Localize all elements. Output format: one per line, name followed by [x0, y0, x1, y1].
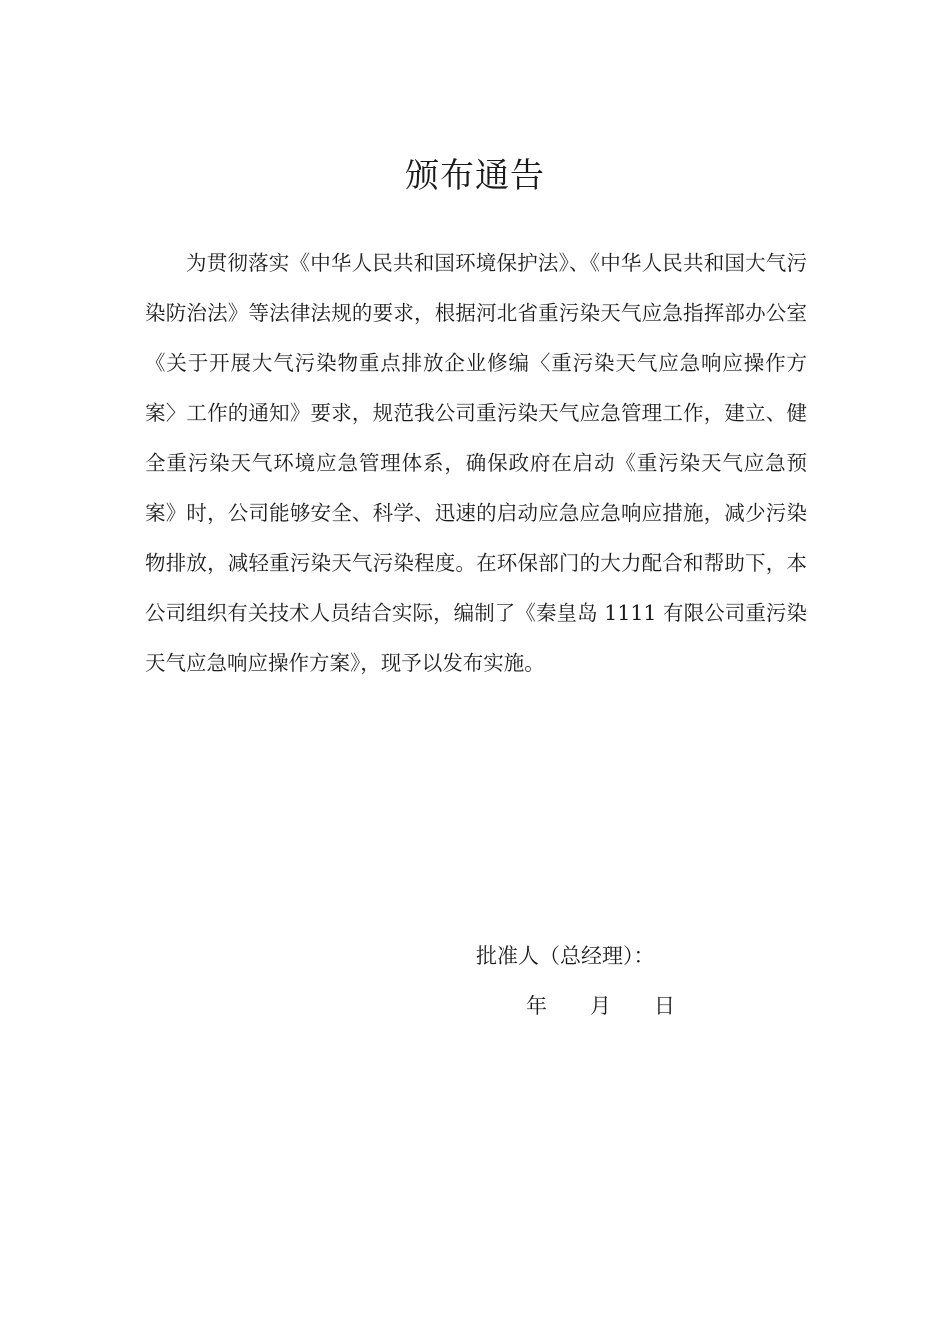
document-title: 颁布通告 — [405, 156, 545, 196]
date-line — [526, 982, 675, 1030]
approver-label: 批准人（总经理）： — [476, 944, 655, 968]
date-day-label: 日 — [654, 994, 675, 1018]
document-body — [145, 238, 807, 688]
date-month-label: 月 — [590, 994, 611, 1018]
body-paragraph: 为贯彻落实《中华人民共和国环境保护法》、《中华人民共和国大气污染防治法》等法律法规的要求，根据河北省重污染天气应急指挥部办公室《关于开展大气污染物重点排放企业修编〈重污染天气应急响应操作方案〉工作的通知》要求，规范我公司重污染天气应急管理工作，建立、健全重污染天气环境应急管理体系，确保政府在启动《重污染天气应急预案》时，公司能够安全、科学、迅速的启动应急应急响应措施，减少污染物排放，减轻重污染天气污染程度。在环保部门的大力配合和帮助下，本公司组织有关技术人员结合实际，编制了《秦皇岛 1111 有限公司重污染天气应急响应操作方案》，现予以发布实施。 — [145, 251, 807, 675]
date-year-label: 年 — [526, 994, 547, 1018]
